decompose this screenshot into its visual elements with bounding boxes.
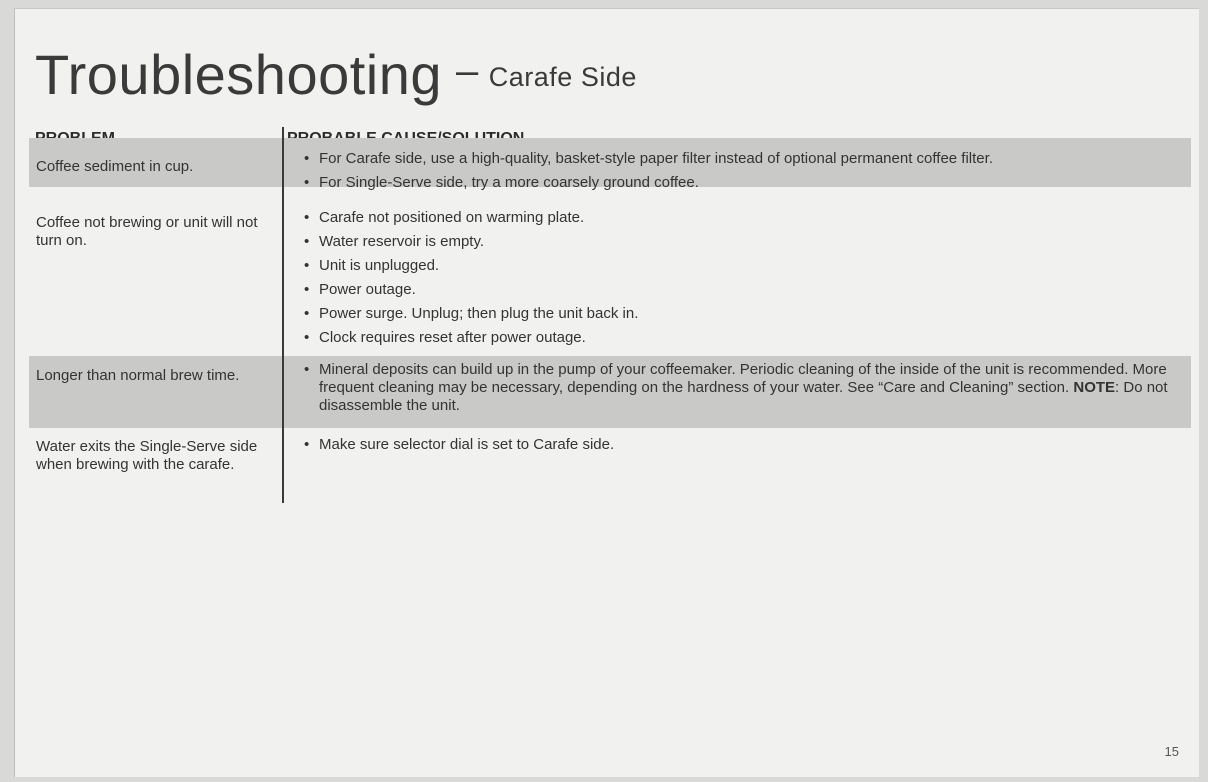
bullet-icon: • (304, 329, 310, 346)
manual-page (14, 8, 1199, 777)
bullet-icon: • (304, 305, 310, 322)
title-subtitle: Carafe Side (488, 62, 637, 92)
solution-item: • Clock requires reset after power outage. (304, 329, 586, 346)
bullet-icon: • (304, 233, 310, 250)
bullet-icon: • (304, 281, 310, 298)
table-row-sediment (29, 138, 1191, 191)
problem-cell: Coffee not brewing or unit will not turn on. (36, 214, 258, 249)
title-main: Troubleshooting (35, 43, 443, 106)
solution-item: • Power outage. (304, 281, 416, 298)
table-row-water-exits (29, 431, 1191, 503)
solution-item: • Power surge. Unplug; then plug the unit back in. (304, 305, 639, 322)
note-label: NOTE (1073, 379, 1116, 396)
solution-list (304, 436, 1183, 460)
problem-cell: Water exits the Single-Serve side when brewing with the carafe. (36, 438, 258, 473)
bullet-icon: • (304, 257, 310, 274)
solution-item: • Make sure selector dial is set to Carafe side. (304, 436, 615, 453)
solution-item: • Carafe not positioned on warming plate. (304, 209, 585, 226)
solution-item: • For Single-Serve side, try a more coarsely ground coffee. (304, 174, 699, 191)
bullet-icon: • (304, 361, 310, 378)
page-number: 15 (1164, 744, 1179, 759)
problem-cell: Longer than normal brew time. (36, 367, 240, 384)
page-title (35, 43, 637, 106)
solution-item: • Mineral deposits can build up in the pump of your coffeemaker. Periodic cleaning of the inside of the unit is recommended. More frequent cleaning may be necessary, depending on the hardness of your water. See “Care and Cleaning” section. NOTE: Do not disassemble the unit. (304, 361, 1168, 414)
solution-item: • Unit is unplugged. (304, 257, 440, 274)
bullet-icon: • (304, 436, 310, 453)
bullet-icon: • (304, 150, 310, 167)
bullet-icon: • (304, 174, 310, 191)
title-dash: – (456, 49, 479, 93)
table-row-not-brewing (29, 205, 1191, 355)
problem-cell: Coffee sediment in cup. (36, 158, 194, 175)
bullet-icon: • (304, 209, 310, 226)
solution-list (304, 209, 1183, 353)
solution-item: • Water reservoir is empty. (304, 233, 485, 250)
solution-item: • For Carafe side, use a high-quality, basket-style paper filter instead of optional permanent coffee filter. (304, 150, 993, 167)
column-divider (282, 127, 284, 503)
solution-list (304, 361, 1183, 421)
solution-list (304, 150, 1183, 198)
table-row-long-brew (29, 356, 1191, 428)
